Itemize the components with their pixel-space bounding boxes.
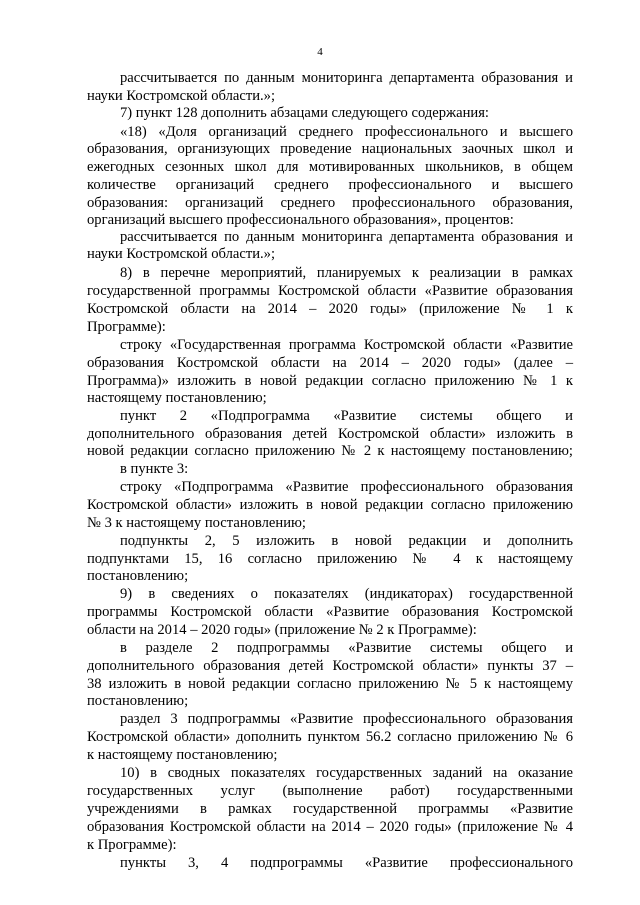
text-line: образования, организующих проведение национальных заочных школ и	[87, 141, 573, 157]
text-line: государственных услуг (выполнение работ) государственными	[87, 783, 573, 799]
text-line: подпунктами 15, 16 согласно приложению № 4 к настоящему	[87, 551, 573, 567]
text-line: пункты 3, 4 подпрограммы «Развитие профессионального	[120, 855, 573, 871]
text-line: учреждениями в рамках государственной программы «Развитие	[87, 801, 573, 817]
text-line: программы Костромской области «Развитие образования Костромской	[87, 604, 573, 620]
text-line: строку «Государственная программа Костромской области «Развитие	[120, 337, 573, 353]
text-line: пункт 2 «Подпрограмма «Развитие системы общего и	[120, 408, 573, 424]
text-line: постановлению;	[87, 693, 189, 709]
text-line: организаций высшего профессионального образования», процентов:	[87, 212, 514, 228]
text-line: науки Костромской области.»;	[87, 246, 276, 262]
text-line: образования Костромской области на 2014 – 2020 годы» (приложение № 4	[87, 819, 573, 835]
text-line: Костромской области на 2014 – 2020 годы» (приложение № 1 к	[87, 301, 573, 317]
text-line: области на 2014 – 2020 годы» (приложение № 2 к Программе):	[87, 622, 477, 638]
text-line: образования Костромской области на 2014 – 2020 годы» (далее –	[87, 355, 573, 371]
text-line: Костромской области» изложить в новой редакции согласно приложению	[87, 497, 573, 513]
text-line: к Программе):	[87, 837, 177, 853]
text-line: к настоящему постановлению;	[87, 747, 278, 763]
text-line: рассчитывается по данным мониторинга департамента образования и	[120, 70, 573, 86]
text-line: в разделе 2 подпрограммы «Развитие системы общего и	[120, 640, 573, 656]
text-line: 7) пункт 128 дополнить абзацами следующего содержания:	[120, 105, 489, 121]
text-line: 10) в сводных показателях государственных заданий на оказание	[120, 765, 573, 781]
text-line: новой редакции согласно приложению № 2 к настоящему постановлению;	[87, 443, 573, 459]
page-number: 4	[317, 46, 323, 58]
text-line: науки Костромской области.»;	[87, 88, 276, 104]
text-line: дополнительного образования детей Костромской области» изложить в	[87, 426, 573, 442]
text-line: дополнительного образования детей Костромской области» пункты 37 –	[87, 658, 573, 674]
text-line: образования: организаций среднего профессионального образования,	[87, 195, 573, 211]
text-line: постановлению;	[87, 568, 189, 584]
text-line: рассчитывается по данным мониторинга департамента образования и	[120, 229, 573, 245]
text-line: подпункты 2, 5 изложить в новой редакции и дополнить	[120, 533, 573, 549]
text-line: Программе):	[87, 319, 166, 335]
text-line: количестве организаций среднего профессионального и высшего	[87, 177, 573, 193]
text-line: 9) в сведениях о показателях (индикаторах) государственной	[120, 586, 573, 602]
text-line: раздел 3 подпрограммы «Развитие профессионального образования	[120, 711, 573, 727]
text-line: Программа)» изложить в новой редакции согласно приложению № 1 к	[87, 373, 573, 389]
text-line: в пункте 3:	[120, 461, 189, 477]
text-line: государственной программы Костромской области «Развитие образования	[87, 283, 573, 299]
text-line: Костромской области» дополнить пунктом 56.2 согласно приложению № 6	[87, 729, 573, 745]
text-line: строку «Подпрограмма «Развитие профессионального образования	[120, 479, 573, 495]
text-line: настоящему постановлению;	[87, 390, 267, 406]
text-line: «18) «Доля организаций среднего профессионального и высшего	[120, 124, 573, 140]
text-line: 8) в перечне мероприятий, планируемых к реализации в рамках	[120, 265, 573, 281]
text-line: № 3 к настоящему постановлению;	[87, 515, 306, 531]
text-line: ежегодных сезонных школ для мотивированных школьников, в общем	[87, 159, 573, 175]
text-line: 38 изложить в новой редакции согласно приложению № 5 к настоящему	[87, 676, 573, 692]
